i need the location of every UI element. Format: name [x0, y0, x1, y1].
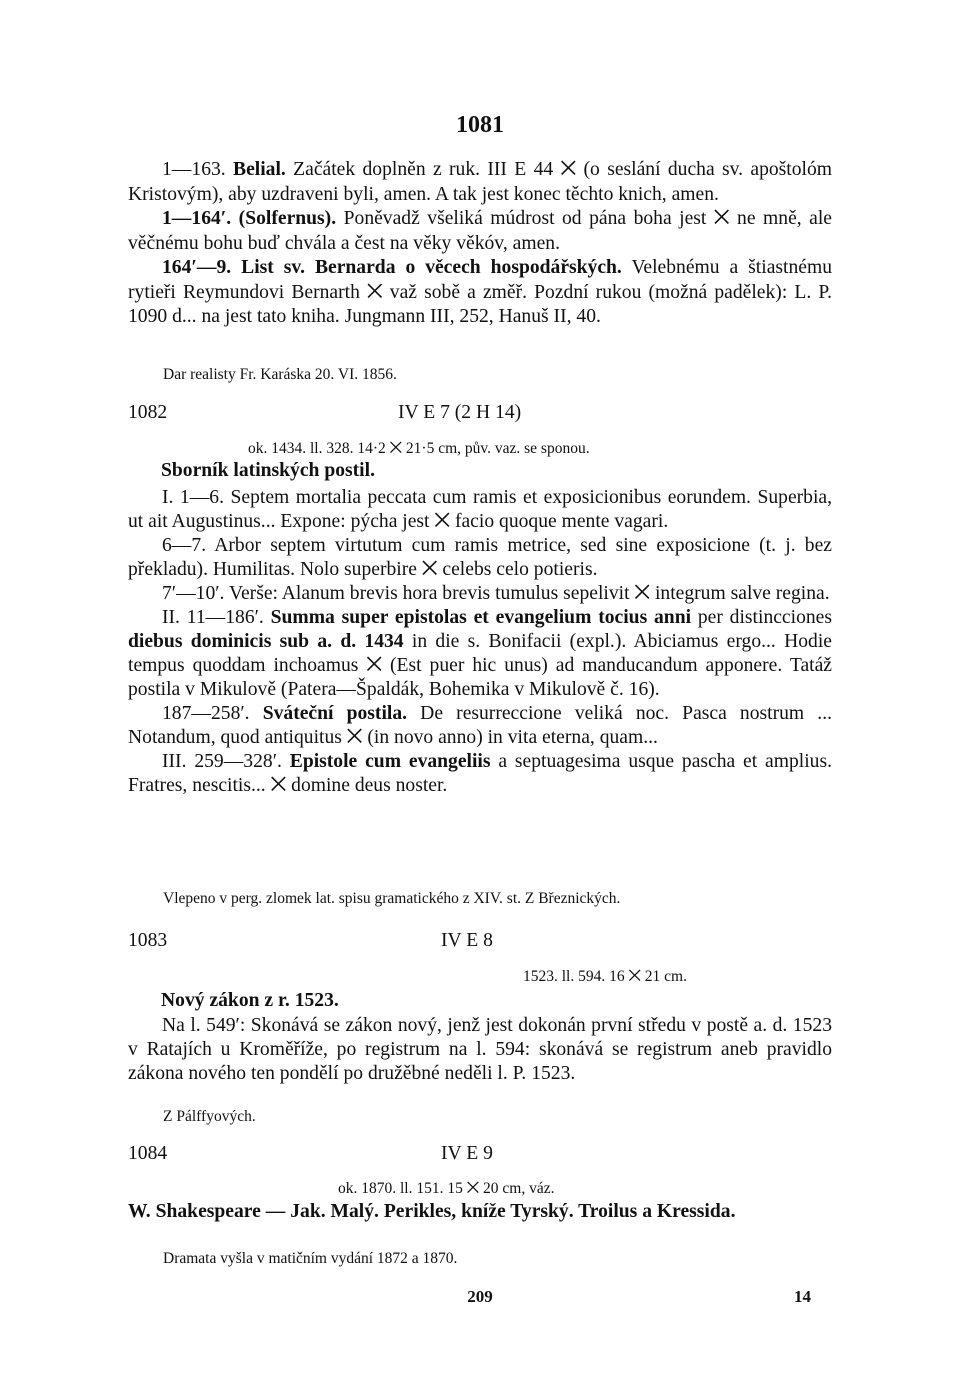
entry-1082-shelfmark: IV E 7 (2 H 14) — [398, 402, 522, 423]
entry-1081-text — [128, 158, 832, 330]
entry-1084-number: 1084 — [128, 1143, 168, 1164]
entry-1082-title: Sborník latinských postil. — [161, 460, 375, 481]
entry-1083-title: Nový zákon z r. 1523. — [161, 990, 339, 1011]
entry-1082-paragraph-4: II. 11—186′. Summa super epistolas et evangelium tocius anni per distincciones diebus dominicis sub a. d. 1434 in die s. Bonifacii (expl.). Abiciamus ergo... Hodie tempus quoddam inchoamus ⨉ (Est puer hic unus) ad manducandum apponere. Tatáž postila v Mikulově (Patera—Špaldák, Bohemika v Mikulově č. 16). — [128, 607, 832, 700]
entry-1082-number: 1082 — [128, 402, 168, 423]
footer-sheet-number: 14 — [794, 1287, 811, 1306]
footer-signature: 209 — [467, 1287, 493, 1306]
entry-1082-paragraph-2: 6—7. Arbor septem virtutum cum ramis metrice, sed sine exposicione (t. j. bez překladu). Humilitas. Nolo superbire ⨉ celebs celo potieris. — [128, 535, 832, 580]
entry-1083-provenance-note: Z Pálffyových. — [163, 1108, 256, 1125]
entry-1083-shelfmark: IV E 8 — [441, 930, 493, 951]
entry-1082-paragraph-6: III. 259—328′. Epistole cum evangeliis a septuagesima usque pascha et amplius. Fratres, nescitis... ⨉ domine deus noster. — [128, 751, 832, 796]
entry-1082-text — [128, 486, 832, 798]
entry-1082-paragraph-1: I. 1—6. Septem mortalia peccata cum ramis et exposicionibus eorundem. Superbia, ut ait Augustinus... Expone: pýcha jest ⨉ facio quoque mente vagari. — [128, 487, 832, 532]
entry-1082-paragraph-5: 187—258′. Sváteční postila. De resurreccione veliká noc. Pasca nostrum ... Notandum, quod antiquitus ⨉ (in novo anno) in vita eterna, quam... — [128, 703, 832, 748]
entry-1082-provenance-note: Vlepeno v perg. zlomek lat. spisu gramatického z XIV. st. Z Březnických. — [163, 890, 621, 907]
entry-1081-paragraph-1: 1—163. Belial. Začátek doplněn z ruk. III E 44 ⨉ (o seslání ducha sv. apoštolóm Kristovým), aby uzdraveni byli, amen. A tak jest konec těchto knich, amen. — [128, 159, 833, 205]
entry-1081-paragraph-3: 164′—9. List sv. Bernarda o věcech hospodářských. Velebnému a štiastnému rytieři Reymundovi Bernarth ⨉ važ sobě a změř. Pozdní rukou (možná padělek): L. P. 1090 d... na jest tato kniha. Jungmann III, 252, Hanuš II, 40. — [128, 257, 832, 327]
entry-1083-paragraph-1: Na l. 549′: Skonává se zákon nový, jenž jest dokonán první středu v postě a. d. 1523 v Ratajích u Kroměříže, po registrum na l. 594: skonává se registrum aneb pravidlo zákona nového ten pondělí po družěbné neděli l. P. 1523. — [128, 1015, 832, 1084]
entry-1082-paragraph-3: 7′—10′. Verše: Alanum brevis hora brevis tumulus sepelivit ⨉ integrum salve regina. — [162, 583, 830, 604]
entry-1081-paragraph-2: 1—164′. (Solfernus). Poněvadž všeliká múdrost od pána boha jest ⨉ ne mně, ale věčnému bohu buď chvála a čest na věky věkóv, amen. — [128, 208, 832, 254]
entry-1083-text — [128, 1014, 832, 1086]
entry-1082-physical-description: ok. 1434. ll. 328. 14·2 ⨉ 21·5 cm, pův. vaz. se sponou. — [248, 440, 590, 457]
entry-1084-physical-description: ok. 1870. ll. 151. 15 ⨉ 20 cm, váz. — [338, 1180, 555, 1197]
page-number: 1081 — [456, 112, 504, 138]
entry-1083-number: 1083 — [128, 930, 168, 951]
entry-1081-provenance-note: Dar realisty Fr. Karáska 20. VI. 1856. — [163, 366, 397, 383]
entry-1084-provenance-note: Dramata vyšla v matičním vydání 1872 a 1870. — [163, 1250, 458, 1267]
entry-1084-title: W. Shakespeare — Jak. Malý. Perikles, kníže Tyrský. Troilus a Kressida. — [128, 1201, 736, 1222]
entry-1083-physical-description: 1523. ll. 594. 16 ⨉ 21 cm. — [523, 968, 687, 985]
entry-1084-shelfmark: IV E 9 — [441, 1143, 493, 1164]
